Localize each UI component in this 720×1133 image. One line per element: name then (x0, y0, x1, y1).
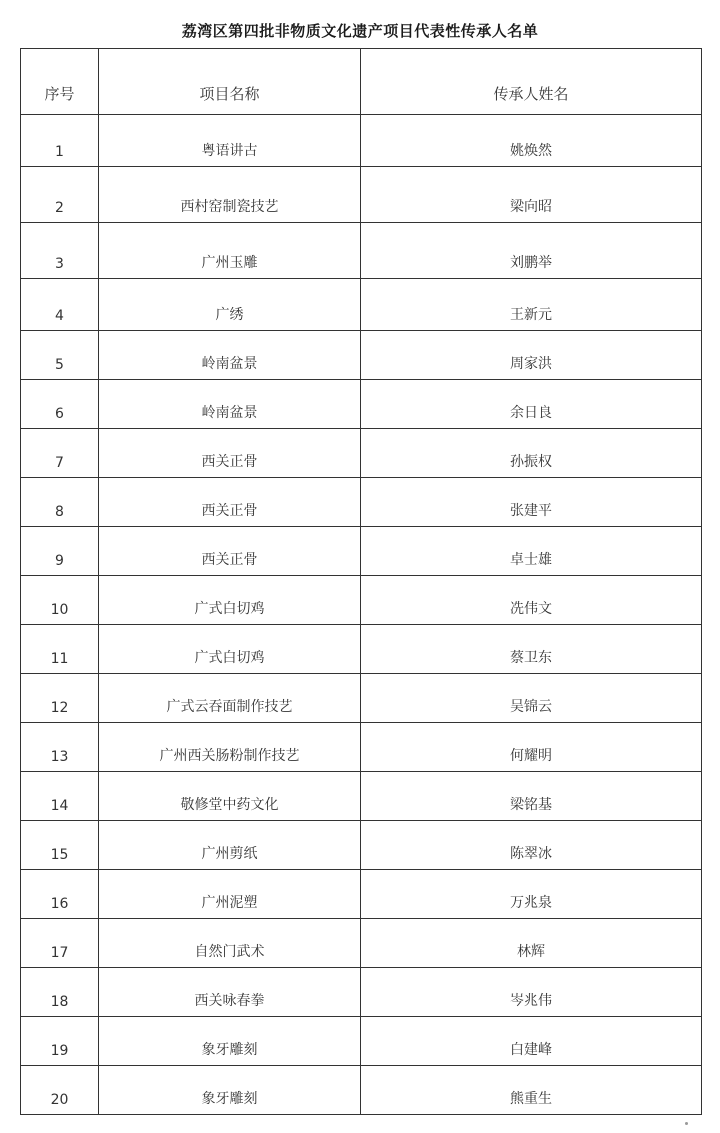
table-row (21, 576, 702, 625)
table-row (21, 429, 702, 478)
header-name: 传承人姓名 (361, 49, 702, 115)
cell-item: 西关咏春拳 (99, 968, 361, 1017)
cell-name: 白建峰 (361, 1017, 702, 1066)
cell-item: 广州西关肠粉制作技艺 (99, 723, 361, 772)
cell-item: 广式白切鸡 (99, 576, 361, 625)
cell-item: 广州剪纸 (99, 821, 361, 870)
page-title: 荔湾区第四批非物质文化遗产项目代表性传承人名单 (181, 22, 539, 40)
cell-no: 19 (21, 1017, 99, 1066)
cell-item: 广式白切鸡 (99, 625, 361, 674)
cell-no: 15 (21, 821, 99, 870)
cell-no: 20 (21, 1066, 99, 1115)
cell-name: 刘鹏举 (361, 223, 702, 279)
header-no: 序号 (21, 49, 99, 115)
cell-name: 万兆泉 (361, 870, 702, 919)
cell-item: 广式云吞面制作技艺 (99, 674, 361, 723)
cell-no: 7 (21, 429, 99, 478)
cell-item: 粤语讲古 (99, 115, 361, 167)
table-row (21, 821, 702, 870)
cell-no: 12 (21, 674, 99, 723)
cell-item: 西村窑制瓷技艺 (99, 167, 361, 223)
cell-name: 蔡卫东 (361, 625, 702, 674)
cell-no: 18 (21, 968, 99, 1017)
cell-item: 西关正骨 (99, 527, 361, 576)
table-row (21, 331, 702, 380)
cell-name: 陈翠冰 (361, 821, 702, 870)
table-row (21, 1066, 702, 1115)
cell-no: 16 (21, 870, 99, 919)
cell-item: 自然门武术 (99, 919, 361, 968)
table-row (21, 478, 702, 527)
cell-name: 梁向昭 (361, 167, 702, 223)
cell-name: 姚焕然 (361, 115, 702, 167)
cell-no: 9 (21, 527, 99, 576)
cell-name: 吴锦云 (361, 674, 702, 723)
cell-no: 3 (21, 223, 99, 279)
cell-no: 1 (21, 115, 99, 167)
header-item: 项目名称 (99, 49, 361, 115)
cell-no: 4 (21, 279, 99, 331)
table-row (21, 919, 702, 968)
cell-name: 冼伟文 (361, 576, 702, 625)
cell-item: 西关正骨 (99, 429, 361, 478)
table-header-row (21, 49, 702, 115)
cell-item: 岭南盆景 (99, 331, 361, 380)
cell-name: 孙振权 (361, 429, 702, 478)
cell-no: 11 (21, 625, 99, 674)
cell-no: 6 (21, 380, 99, 429)
table-row (21, 167, 702, 223)
cell-no: 10 (21, 576, 99, 625)
cell-item: 广州玉雕 (99, 223, 361, 279)
cell-no: 5 (21, 331, 99, 380)
inheritors-table (20, 48, 702, 1115)
table-row (21, 968, 702, 1017)
table-row (21, 772, 702, 821)
cell-name: 岑兆伟 (361, 968, 702, 1017)
cell-name: 林辉 (361, 919, 702, 968)
page-mark-dot (685, 1122, 688, 1125)
cell-name: 张建平 (361, 478, 702, 527)
cell-item: 广州泥塑 (99, 870, 361, 919)
cell-item: 象牙雕刻 (99, 1017, 361, 1066)
cell-item: 西关正骨 (99, 478, 361, 527)
table-row (21, 1017, 702, 1066)
cell-name: 周家洪 (361, 331, 702, 380)
cell-no: 14 (21, 772, 99, 821)
table-row (21, 625, 702, 674)
cell-name: 王新元 (361, 279, 702, 331)
cell-no: 17 (21, 919, 99, 968)
cell-no: 13 (21, 723, 99, 772)
table-row (21, 723, 702, 772)
table-row (21, 674, 702, 723)
cell-name: 何耀明 (361, 723, 702, 772)
cell-name: 卓士雄 (361, 527, 702, 576)
cell-name: 余日良 (361, 380, 702, 429)
cell-item: 象牙雕刻 (99, 1066, 361, 1115)
table-row (21, 279, 702, 331)
table-row (21, 380, 702, 429)
cell-no: 2 (21, 167, 99, 223)
table-row (21, 115, 702, 167)
cell-name: 熊重生 (361, 1066, 702, 1115)
table-row (21, 870, 702, 919)
cell-item: 敬修堂中药文化 (99, 772, 361, 821)
cell-no: 8 (21, 478, 99, 527)
table-row (21, 223, 702, 279)
cell-item: 岭南盆景 (99, 380, 361, 429)
cell-name: 梁铭基 (361, 772, 702, 821)
table-row (21, 527, 702, 576)
cell-item: 广绣 (99, 279, 361, 331)
